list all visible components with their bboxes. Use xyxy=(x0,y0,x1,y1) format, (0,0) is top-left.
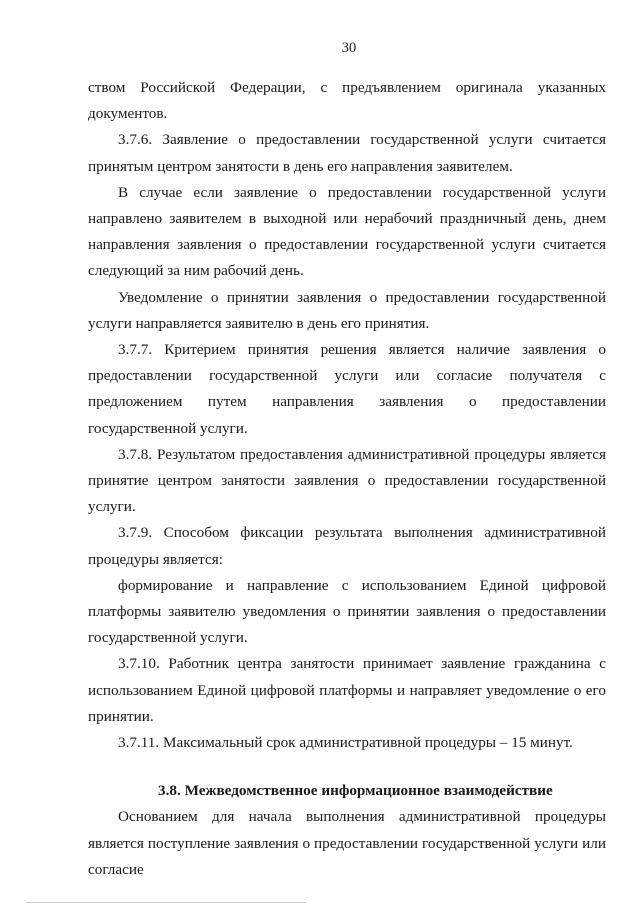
body-text xyxy=(88,75,606,883)
paragraph: 3.7.7. Критерием принятия решения является наличие заявления о предоставлении государственной услуги или согласие получателя с предложением путем направления заявления о предоставлении государственной услуги. xyxy=(88,341,606,437)
paragraph: 3.7.9. Способом фиксации результата выполнения административной процедуры является: xyxy=(88,524,606,568)
paragraph: 3.7.6. Заявление о предоставлении государственной услуги считается принятым центром занятости в день его направления заявителем. xyxy=(88,131,606,175)
paragraph: Основанием для начала выполнения административной процедуры является поступление заявления о предоставлении государственной услуги или согласие xyxy=(88,808,606,878)
page-number: 30 xyxy=(341,40,357,56)
paragraph: 3.7.8. Результатом предоставления административной процедуры является принятие центром занятости заявления о предоставлении государственной услуги. xyxy=(88,445,606,516)
section-heading: 3.8. Межведомственное информационное взаимодействие xyxy=(158,782,553,800)
paragraph: В случае если заявление о предоставлении государственной услуги направлено заявителем в выходной или нерабочий праздничный день, днем направления заявления о предоставлении государственной услуги считается следующий за ним рабочий день. xyxy=(88,183,606,280)
paragraph: формирование и направление с использованием Единой цифровой платформы заявителю уведомления о принятии заявления о предоставлении государственной услуги. xyxy=(88,576,606,647)
paragraph: 3.7.11. Максимальный срок административной процедуры – 15 минут. xyxy=(118,734,573,752)
paragraph: 3.7.10. Работник центра занятости принимает заявление гражданина с использованием Единой цифровой платформы и направляет уведомление о его принятии. xyxy=(88,655,606,725)
footer-rule xyxy=(26,902,306,903)
paragraph: Уведомление о принятии заявления о предоставлении государственной услуги направляется заявителю в день его принятия. xyxy=(88,288,606,332)
paragraph: ством Российской Федерации, с предъявлением оригинала указанных документов. xyxy=(88,79,606,123)
